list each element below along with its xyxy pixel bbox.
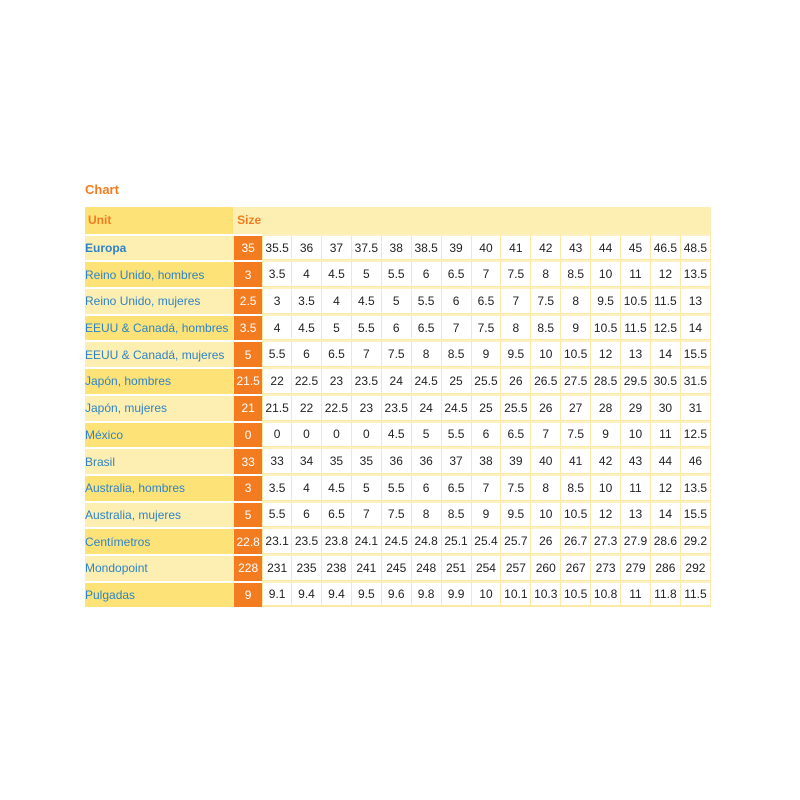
size-value-cell: 3.5 bbox=[262, 474, 292, 501]
size-value-cell: 8 bbox=[531, 474, 561, 501]
unit-label: Europa bbox=[85, 234, 233, 261]
size-value-cell: 24.5 bbox=[442, 394, 472, 421]
size-value-cell: 24.5 bbox=[412, 367, 442, 394]
size-value-cell: 0 bbox=[322, 421, 352, 448]
size-value-cell: 8.5 bbox=[561, 260, 591, 287]
header-row bbox=[85, 207, 711, 234]
size-highlight-cell: 9 bbox=[233, 581, 262, 608]
size-value-cell: 10.8 bbox=[591, 581, 621, 608]
size-value-cell: 4 bbox=[292, 260, 322, 287]
table-row bbox=[85, 260, 711, 287]
size-value-cell: 6 bbox=[442, 287, 472, 314]
size-value-cell: 238 bbox=[322, 554, 352, 581]
size-value-cell: 10 bbox=[591, 260, 621, 287]
size-value-cell: 7 bbox=[472, 260, 502, 287]
chart-title: Chart bbox=[85, 182, 119, 197]
unit-label: EEUU & Canadá, mujeres bbox=[85, 340, 233, 367]
size-highlight-cell: 21.5 bbox=[233, 367, 262, 394]
size-value-cell: 9.4 bbox=[322, 581, 352, 608]
size-value-cell: 6 bbox=[292, 501, 322, 528]
table-row bbox=[85, 234, 711, 261]
table-row bbox=[85, 474, 711, 501]
size-value-cell: 39 bbox=[501, 447, 531, 474]
size-value-cell: 14 bbox=[651, 501, 681, 528]
size-value-cell: 39 bbox=[442, 234, 472, 261]
size-value-cell: 25.4 bbox=[472, 527, 502, 554]
table-row bbox=[85, 367, 711, 394]
size-value-cell: 7 bbox=[352, 501, 382, 528]
size-value-cell: 9 bbox=[591, 421, 621, 448]
size-value-cell: 35.5 bbox=[262, 234, 292, 261]
size-value-cell: 22 bbox=[292, 394, 322, 421]
size-value-cell: 8 bbox=[561, 287, 591, 314]
size-highlight-cell: 3.5 bbox=[233, 314, 262, 341]
size-value-cell: 29.5 bbox=[621, 367, 651, 394]
size-value-cell: 11.5 bbox=[651, 287, 681, 314]
table-row bbox=[85, 581, 711, 608]
size-value-cell: 6.5 bbox=[322, 501, 352, 528]
size-value-cell: 251 bbox=[442, 554, 472, 581]
size-value-cell: 257 bbox=[501, 554, 531, 581]
size-value-cell: 9.5 bbox=[352, 581, 382, 608]
size-value-cell: 36 bbox=[382, 447, 412, 474]
size-value-cell: 4.5 bbox=[322, 260, 352, 287]
size-value-cell: 35 bbox=[322, 447, 352, 474]
size-value-cell: 5 bbox=[352, 260, 382, 287]
size-value-cell: 22.5 bbox=[322, 394, 352, 421]
size-value-cell: 13 bbox=[621, 340, 651, 367]
size-highlight-cell: 3 bbox=[233, 474, 262, 501]
size-value-cell: 38 bbox=[382, 234, 412, 261]
unit-label: Reino Unido, hombres bbox=[85, 260, 233, 287]
size-value-cell: 26.7 bbox=[561, 527, 591, 554]
size-value-cell: 28.6 bbox=[651, 527, 681, 554]
size-value-cell: 15.5 bbox=[681, 501, 711, 528]
size-value-cell: 9.5 bbox=[501, 340, 531, 367]
table-row bbox=[85, 340, 711, 367]
size-highlight-cell: 5 bbox=[233, 501, 262, 528]
size-value-cell: 7 bbox=[501, 287, 531, 314]
size-value-cell: 10.5 bbox=[621, 287, 651, 314]
table-row bbox=[85, 394, 711, 421]
unit-label: Mondopoint bbox=[85, 554, 233, 581]
size-value-cell: 5 bbox=[322, 314, 352, 341]
size-value-cell: 292 bbox=[681, 554, 711, 581]
size-value-cell: 9.5 bbox=[591, 287, 621, 314]
size-column-header: Size bbox=[233, 207, 711, 234]
size-value-cell: 28 bbox=[591, 394, 621, 421]
size-value-cell: 35 bbox=[352, 447, 382, 474]
size-value-cell: 24 bbox=[382, 367, 412, 394]
size-value-cell: 23.5 bbox=[382, 394, 412, 421]
size-value-cell: 23 bbox=[322, 367, 352, 394]
size-value-cell: 26 bbox=[501, 367, 531, 394]
size-value-cell: 8 bbox=[501, 314, 531, 341]
size-value-cell: 13.5 bbox=[681, 474, 711, 501]
unit-column-header: Unit bbox=[85, 207, 233, 234]
size-value-cell: 260 bbox=[531, 554, 561, 581]
size-value-cell: 27.9 bbox=[621, 527, 651, 554]
size-value-cell: 27 bbox=[561, 394, 591, 421]
size-value-cell: 15.5 bbox=[681, 340, 711, 367]
size-value-cell: 12.5 bbox=[651, 314, 681, 341]
size-value-cell: 5.5 bbox=[262, 340, 292, 367]
size-value-cell: 9.6 bbox=[382, 581, 412, 608]
size-value-cell: 7.5 bbox=[531, 287, 561, 314]
size-value-cell: 44 bbox=[651, 447, 681, 474]
size-value-cell: 9.8 bbox=[412, 581, 442, 608]
size-value-cell: 12 bbox=[651, 474, 681, 501]
size-value-cell: 48.5 bbox=[681, 234, 711, 261]
size-highlight-cell: 33 bbox=[233, 447, 262, 474]
size-value-cell: 5.5 bbox=[352, 314, 382, 341]
size-value-cell: 235 bbox=[292, 554, 322, 581]
size-value-cell: 0 bbox=[352, 421, 382, 448]
size-value-cell: 8.5 bbox=[561, 474, 591, 501]
size-value-cell: 27.3 bbox=[591, 527, 621, 554]
size-value-cell: 5 bbox=[412, 421, 442, 448]
size-value-cell: 6 bbox=[412, 474, 442, 501]
size-value-cell: 34 bbox=[292, 447, 322, 474]
size-value-cell: 41 bbox=[501, 234, 531, 261]
unit-label: Australia, mujeres bbox=[85, 501, 233, 528]
size-value-cell: 13.5 bbox=[681, 260, 711, 287]
size-value-cell: 42 bbox=[591, 447, 621, 474]
size-value-cell: 24.8 bbox=[412, 527, 442, 554]
size-value-cell: 4.5 bbox=[292, 314, 322, 341]
unit-label: EEUU & Canadá, hombres bbox=[85, 314, 233, 341]
size-highlight-cell: 21 bbox=[233, 394, 262, 421]
size-value-cell: 5.5 bbox=[382, 474, 412, 501]
size-value-cell: 43 bbox=[561, 234, 591, 261]
size-value-cell: 36 bbox=[292, 234, 322, 261]
size-value-cell: 37 bbox=[322, 234, 352, 261]
table-row bbox=[85, 447, 711, 474]
size-value-cell: 28.5 bbox=[591, 367, 621, 394]
table-row bbox=[85, 527, 711, 554]
size-value-cell: 25 bbox=[472, 394, 502, 421]
size-value-cell: 22 bbox=[262, 367, 292, 394]
size-value-cell: 36 bbox=[412, 447, 442, 474]
unit-label: Reino Unido, mujeres bbox=[85, 287, 233, 314]
size-value-cell: 6.5 bbox=[412, 314, 442, 341]
size-value-cell: 13 bbox=[681, 287, 711, 314]
size-highlight-cell: 3 bbox=[233, 260, 262, 287]
size-value-cell: 25 bbox=[442, 367, 472, 394]
size-value-cell: 10 bbox=[621, 421, 651, 448]
size-value-cell: 7.5 bbox=[501, 260, 531, 287]
unit-label: México bbox=[85, 421, 233, 448]
size-value-cell: 38.5 bbox=[412, 234, 442, 261]
size-value-cell: 11 bbox=[651, 421, 681, 448]
size-value-cell: 26 bbox=[531, 527, 561, 554]
size-highlight-cell: 0 bbox=[233, 421, 262, 448]
size-value-cell: 7 bbox=[442, 314, 472, 341]
size-value-cell: 29.2 bbox=[681, 527, 711, 554]
size-value-cell: 9 bbox=[561, 314, 591, 341]
size-value-cell: 30.5 bbox=[651, 367, 681, 394]
size-value-cell: 6 bbox=[292, 340, 322, 367]
size-value-cell: 7.5 bbox=[472, 314, 502, 341]
size-highlight-cell: 35 bbox=[233, 234, 262, 261]
size-value-cell: 12.5 bbox=[681, 421, 711, 448]
size-value-cell: 11.8 bbox=[651, 581, 681, 608]
size-value-cell: 22.5 bbox=[292, 367, 322, 394]
size-value-cell: 23.5 bbox=[292, 527, 322, 554]
unit-label: Pulgadas bbox=[85, 581, 233, 608]
size-value-cell: 8.5 bbox=[442, 340, 472, 367]
size-value-cell: 8.5 bbox=[442, 501, 472, 528]
table-row bbox=[85, 421, 711, 448]
size-value-cell: 8 bbox=[531, 260, 561, 287]
size-value-cell: 26 bbox=[531, 394, 561, 421]
size-value-cell: 8 bbox=[412, 340, 442, 367]
size-value-cell: 11.5 bbox=[681, 581, 711, 608]
size-value-cell: 12 bbox=[591, 340, 621, 367]
size-value-cell: 5.5 bbox=[412, 287, 442, 314]
size-value-cell: 14 bbox=[681, 314, 711, 341]
size-value-cell: 7 bbox=[531, 421, 561, 448]
size-value-cell: 44 bbox=[591, 234, 621, 261]
size-value-cell: 4.5 bbox=[322, 474, 352, 501]
size-value-cell: 10.5 bbox=[591, 314, 621, 341]
size-value-cell: 10 bbox=[531, 501, 561, 528]
size-value-cell: 21.5 bbox=[262, 394, 292, 421]
table-row bbox=[85, 314, 711, 341]
size-value-cell: 6.5 bbox=[472, 287, 502, 314]
size-value-cell: 10 bbox=[591, 474, 621, 501]
size-value-cell: 6 bbox=[472, 421, 502, 448]
size-value-cell: 23 bbox=[352, 394, 382, 421]
size-highlight-cell: 5 bbox=[233, 340, 262, 367]
size-value-cell: 9.9 bbox=[442, 581, 472, 608]
table-row bbox=[85, 554, 711, 581]
size-value-cell: 4 bbox=[292, 474, 322, 501]
size-value-cell: 13 bbox=[621, 501, 651, 528]
unit-label: Brasil bbox=[85, 447, 233, 474]
size-value-cell: 10.5 bbox=[561, 340, 591, 367]
size-value-cell: 267 bbox=[561, 554, 591, 581]
unit-label: Japón, hombres bbox=[85, 367, 233, 394]
size-value-cell: 7.5 bbox=[382, 340, 412, 367]
size-value-cell: 11.5 bbox=[621, 314, 651, 341]
size-value-cell: 40 bbox=[472, 234, 502, 261]
size-highlight-cell: 22.8 bbox=[233, 527, 262, 554]
size-value-cell: 37.5 bbox=[352, 234, 382, 261]
size-value-cell: 29 bbox=[621, 394, 651, 421]
size-value-cell: 46.5 bbox=[651, 234, 681, 261]
size-value-cell: 42 bbox=[531, 234, 561, 261]
size-value-cell: 10.5 bbox=[561, 501, 591, 528]
size-value-cell: 43 bbox=[621, 447, 651, 474]
size-value-cell: 248 bbox=[412, 554, 442, 581]
size-value-cell: 4 bbox=[262, 314, 292, 341]
size-value-cell: 4.5 bbox=[382, 421, 412, 448]
size-value-cell: 7.5 bbox=[561, 421, 591, 448]
size-value-cell: 8.5 bbox=[531, 314, 561, 341]
size-value-cell: 11 bbox=[621, 260, 651, 287]
size-value-cell: 23.5 bbox=[352, 367, 382, 394]
size-value-cell: 24.5 bbox=[382, 527, 412, 554]
size-value-cell: 0 bbox=[262, 421, 292, 448]
size-value-cell: 9.5 bbox=[501, 501, 531, 528]
size-highlight-cell: 228 bbox=[233, 554, 262, 581]
unit-label: Australia, hombres bbox=[85, 474, 233, 501]
size-value-cell: 4 bbox=[322, 287, 352, 314]
size-value-cell: 241 bbox=[352, 554, 382, 581]
size-value-cell: 31.5 bbox=[681, 367, 711, 394]
size-value-cell: 10 bbox=[472, 581, 502, 608]
size-value-cell: 7.5 bbox=[501, 474, 531, 501]
size-value-cell: 5 bbox=[352, 474, 382, 501]
size-value-cell: 23.8 bbox=[322, 527, 352, 554]
size-value-cell: 33 bbox=[262, 447, 292, 474]
table-row bbox=[85, 501, 711, 528]
size-value-cell: 12 bbox=[591, 501, 621, 528]
size-value-cell: 254 bbox=[472, 554, 502, 581]
size-value-cell: 231 bbox=[262, 554, 292, 581]
size-value-cell: 25.1 bbox=[442, 527, 472, 554]
size-value-cell: 14 bbox=[651, 340, 681, 367]
size-value-cell: 7 bbox=[472, 474, 502, 501]
size-value-cell: 0 bbox=[292, 421, 322, 448]
size-value-cell: 25.5 bbox=[472, 367, 502, 394]
size-value-cell: 24.1 bbox=[352, 527, 382, 554]
size-value-cell: 4.5 bbox=[352, 287, 382, 314]
size-value-cell: 24 bbox=[412, 394, 442, 421]
size-value-cell: 23.1 bbox=[262, 527, 292, 554]
size-value-cell: 6.5 bbox=[442, 260, 472, 287]
size-value-cell: 41 bbox=[561, 447, 591, 474]
size-value-cell: 37 bbox=[442, 447, 472, 474]
size-value-cell: 3.5 bbox=[262, 260, 292, 287]
size-value-cell: 245 bbox=[382, 554, 412, 581]
size-value-cell: 25.7 bbox=[501, 527, 531, 554]
size-value-cell: 9.1 bbox=[262, 581, 292, 608]
size-value-cell: 9 bbox=[472, 340, 502, 367]
size-value-cell: 40 bbox=[531, 447, 561, 474]
size-value-cell: 11 bbox=[621, 581, 651, 608]
size-value-cell: 6 bbox=[382, 314, 412, 341]
size-value-cell: 6.5 bbox=[322, 340, 352, 367]
table-row bbox=[85, 287, 711, 314]
size-value-cell: 5.5 bbox=[262, 501, 292, 528]
size-value-cell: 12 bbox=[651, 260, 681, 287]
size-value-cell: 5.5 bbox=[382, 260, 412, 287]
size-value-cell: 10.1 bbox=[501, 581, 531, 608]
size-chart-table bbox=[85, 207, 711, 607]
size-value-cell: 11 bbox=[621, 474, 651, 501]
size-value-cell: 9.4 bbox=[292, 581, 322, 608]
size-value-cell: 10 bbox=[531, 340, 561, 367]
size-value-cell: 6.5 bbox=[442, 474, 472, 501]
size-value-cell: 286 bbox=[651, 554, 681, 581]
size-value-cell: 45 bbox=[621, 234, 651, 261]
size-value-cell: 5.5 bbox=[442, 421, 472, 448]
size-value-cell: 26.5 bbox=[531, 367, 561, 394]
size-value-cell: 9 bbox=[472, 501, 502, 528]
size-value-cell: 279 bbox=[621, 554, 651, 581]
chart-body bbox=[85, 234, 711, 608]
size-value-cell: 46 bbox=[681, 447, 711, 474]
size-value-cell: 7.5 bbox=[382, 501, 412, 528]
unit-label: Centímetros bbox=[85, 527, 233, 554]
size-value-cell: 273 bbox=[591, 554, 621, 581]
size-value-cell: 38 bbox=[472, 447, 502, 474]
size-highlight-cell: 2.5 bbox=[233, 287, 262, 314]
size-value-cell: 3 bbox=[262, 287, 292, 314]
size-value-cell: 30 bbox=[651, 394, 681, 421]
size-value-cell: 10.5 bbox=[561, 581, 591, 608]
size-value-cell: 8 bbox=[412, 501, 442, 528]
size-value-cell: 7 bbox=[352, 340, 382, 367]
size-value-cell: 27.5 bbox=[561, 367, 591, 394]
size-value-cell: 6 bbox=[412, 260, 442, 287]
size-value-cell: 25.5 bbox=[501, 394, 531, 421]
size-value-cell: 10.3 bbox=[531, 581, 561, 608]
size-value-cell: 5 bbox=[382, 287, 412, 314]
size-value-cell: 3.5 bbox=[292, 287, 322, 314]
size-value-cell: 6.5 bbox=[501, 421, 531, 448]
size-value-cell: 31 bbox=[681, 394, 711, 421]
unit-label: Japón, mujeres bbox=[85, 394, 233, 421]
